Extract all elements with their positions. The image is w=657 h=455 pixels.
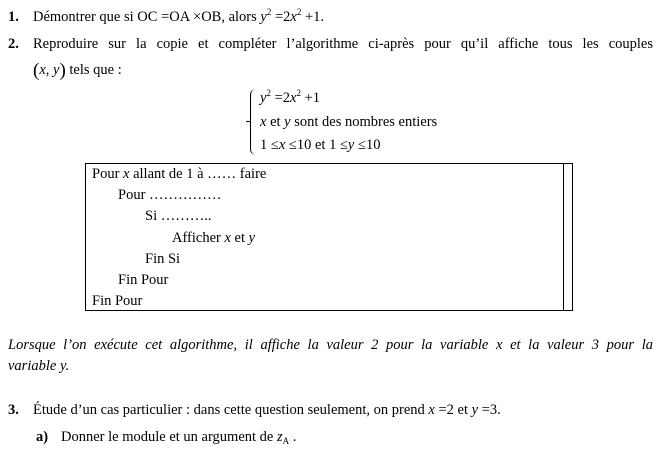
system-row-3: 1 ≤x ≤10 et 1 ≤y ≤10: [260, 137, 381, 153]
question-3a: a) Donner le module et un argument de $z_A$ .: [36, 429, 297, 446]
algo-line-1: Pour x allant de 1 à …… faire: [92, 166, 267, 182]
algo-line-4: Afficher x et y: [172, 230, 256, 246]
algo-line-7: Fin Pour: [92, 293, 143, 309]
paragraph-line-1: Lorsque l’on exécute cet algorithme, il affiche la valeur 2 pour la variable x et la valeur 3 pour la: [8, 337, 653, 353]
algo-line-3: Si ………..: [145, 208, 212, 224]
question-3: 3. Étude d’un cas particulier : dans cette question seulement, on prend x =2 et y =3.: [8, 402, 501, 418]
paragraph-line-2: variable y.: [8, 358, 70, 374]
system-row-1: $y^2 =2x^2 +1$: [260, 88, 320, 106]
algo-line-2: Pour ……………: [118, 187, 222, 203]
question-2-pair: (x, y) tels que :: [33, 60, 122, 81]
question-number: 1.: [8, 9, 19, 25]
system-row-2: x et y sont des nombres entiers: [260, 114, 438, 130]
question-number: 2.: [8, 36, 19, 52]
question-2: 2. Reproduire sur la copie et compléter l’algorithme ci-après pour qu’il affiche tous les couples: [8, 36, 653, 52]
question-1: 1. Démontrer que si OC =OA ×OB, alors $y^2 =2x^2 +1$.: [8, 7, 325, 25]
system-brace: [250, 89, 257, 155]
algo-line-6: Fin Pour: [118, 272, 169, 288]
subquestion-label: a): [36, 429, 49, 445]
question-number: 3.: [8, 402, 19, 418]
algo-line-5: Fin Si: [145, 251, 181, 267]
